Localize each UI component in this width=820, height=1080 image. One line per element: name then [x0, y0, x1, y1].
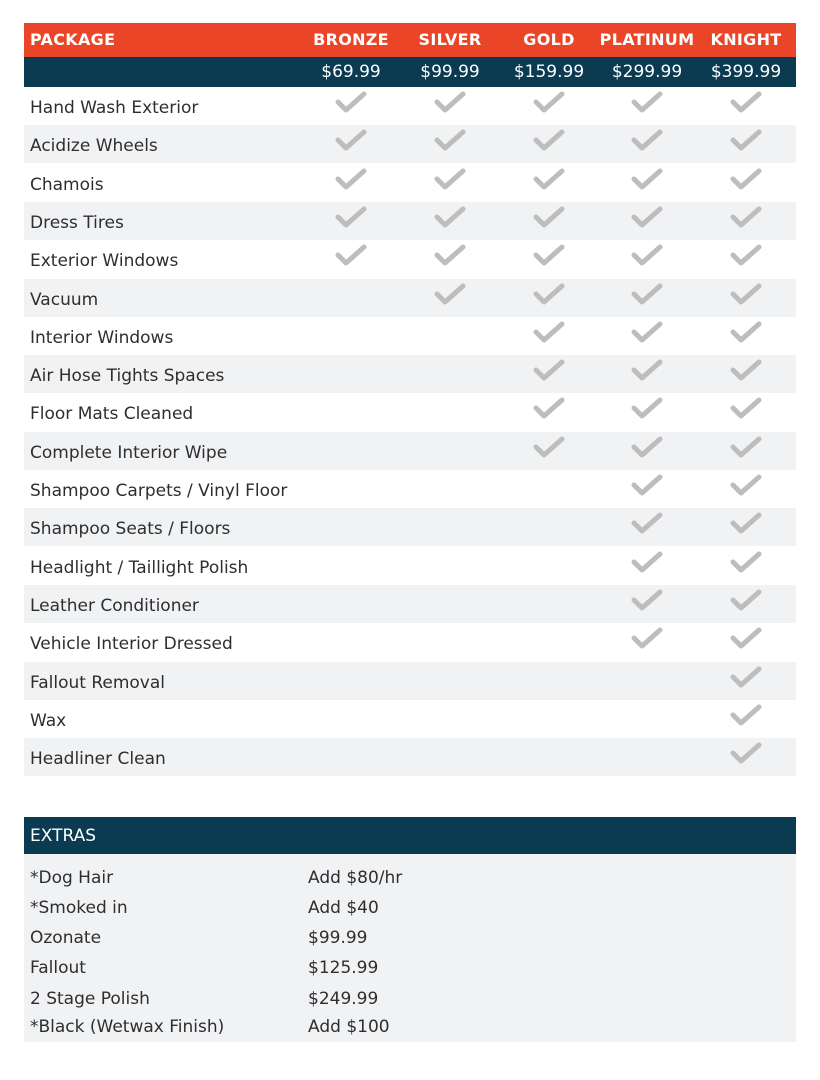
- checkmark-icon: [729, 702, 763, 730]
- checkmark-icon: [532, 89, 566, 117]
- extra-item: [24, 864, 796, 892]
- feature-label: Headlight / Taillight Polish: [30, 557, 249, 578]
- checkmark-icon: [729, 242, 763, 270]
- extra-item-price: $125.99: [308, 958, 379, 978]
- extra-item: [24, 954, 796, 982]
- feature-label: Air Hose Tights Spaces: [30, 366, 225, 387]
- checkmark-icon: [433, 127, 467, 155]
- feature-label: Wax: [30, 710, 67, 731]
- extra-item-price: Add $80/hr: [308, 868, 403, 888]
- feature-label: Shampoo Seats / Floors: [30, 519, 231, 540]
- checkmark-icon: [630, 204, 664, 232]
- checkmark-icon: [729, 89, 763, 117]
- checkmark-icon: [729, 664, 763, 692]
- checkmark-icon: [334, 204, 368, 232]
- checkmark-icon: [532, 127, 566, 155]
- package-price-silver: $99.99: [420, 62, 480, 82]
- extra-item-price: $249.99: [308, 989, 379, 1009]
- feature-row: [24, 738, 796, 776]
- package-price-row: [24, 57, 796, 87]
- checkmark-icon: [630, 434, 664, 462]
- feature-row: [24, 355, 796, 393]
- feature-label: Floor Mats Cleaned: [30, 404, 194, 425]
- checkmark-icon: [532, 242, 566, 270]
- feature-row: [24, 87, 796, 125]
- checkmark-icon: [630, 127, 664, 155]
- checkmark-icon: [729, 434, 763, 462]
- checkmark-icon: [532, 281, 566, 309]
- extra-item-price: Add $100: [308, 1017, 390, 1037]
- package-price-gold: $159.99: [513, 62, 585, 82]
- checkmark-icon: [729, 472, 763, 500]
- extra-item: [24, 924, 796, 952]
- checkmark-icon: [729, 549, 763, 577]
- checkmark-icon: [729, 319, 763, 347]
- checkmark-icon: [729, 127, 763, 155]
- checkmark-icon: [433, 204, 467, 232]
- feature-row: [24, 164, 796, 202]
- checkmark-icon: [532, 319, 566, 347]
- extras-header: [24, 817, 796, 854]
- checkmark-icon: [433, 242, 467, 270]
- checkmark-icon: [729, 625, 763, 653]
- extra-item: [24, 894, 796, 922]
- checkmark-icon: [729, 395, 763, 423]
- package-name-knight: KNIGHT: [710, 30, 782, 49]
- checkmark-icon: [729, 281, 763, 309]
- feature-label: Acidize Wheels: [30, 136, 158, 157]
- checkmark-icon: [630, 510, 664, 538]
- feature-label: Leather Conditioner: [30, 595, 199, 616]
- checkmark-icon: [433, 89, 467, 117]
- checkmark-icon: [729, 587, 763, 615]
- feature-row: [24, 700, 796, 738]
- checkmark-icon: [630, 549, 664, 577]
- checkmark-icon: [630, 166, 664, 194]
- package-price-knight: $399.99: [710, 62, 782, 82]
- extra-item-name: *Dog Hair: [30, 868, 114, 888]
- feature-row: [24, 585, 796, 623]
- feature-label: Complete Interior Wipe: [30, 442, 228, 463]
- feature-row: [24, 202, 796, 240]
- extra-item-price: $99.99: [308, 928, 368, 948]
- feature-label: Fallout Removal: [30, 672, 165, 693]
- checkmark-icon: [532, 357, 566, 385]
- extra-item-name: *Smoked in: [30, 898, 128, 918]
- feature-row: [24, 432, 796, 470]
- feature-row: [24, 662, 796, 700]
- checkmark-icon: [532, 434, 566, 462]
- feature-label: Vehicle Interior Dressed: [30, 634, 233, 655]
- extra-item: [24, 1013, 796, 1041]
- extras-list: [24, 854, 796, 1042]
- checkmark-icon: [729, 510, 763, 538]
- checkmark-icon: [532, 395, 566, 423]
- feature-label: Interior Windows: [30, 327, 174, 348]
- feature-row: [24, 508, 796, 546]
- feature-row: [24, 240, 796, 278]
- extra-item-name: 2 Stage Polish: [30, 989, 150, 1009]
- feature-label: Exterior Windows: [30, 251, 179, 272]
- checkmark-icon: [532, 166, 566, 194]
- feature-row: [24, 279, 796, 317]
- checkmark-icon: [630, 395, 664, 423]
- checkmark-icon: [433, 166, 467, 194]
- feature-row: [24, 623, 796, 661]
- checkmark-icon: [630, 357, 664, 385]
- extras-title: EXTRAS: [30, 826, 97, 846]
- extra-item: [24, 985, 796, 1013]
- feature-row: [24, 393, 796, 431]
- checkmark-icon: [334, 242, 368, 270]
- checkmark-icon: [630, 89, 664, 117]
- package-name-bronze: BRONZE: [313, 30, 389, 49]
- checkmark-icon: [729, 740, 763, 768]
- extra-item-name: Fallout: [30, 958, 86, 978]
- package-column-label: PACKAGE: [30, 30, 116, 49]
- package-name-silver: SILVER: [418, 30, 482, 49]
- checkmark-icon: [334, 166, 368, 194]
- feature-row: [24, 125, 796, 163]
- checkmark-icon: [334, 127, 368, 155]
- checkmark-icon: [334, 89, 368, 117]
- checkmark-icon: [630, 242, 664, 270]
- feature-label: Chamois: [30, 174, 104, 195]
- checkmark-icon: [532, 204, 566, 232]
- extra-item-name: *Black (Wetwax Finish): [30, 1017, 225, 1037]
- extra-item-name: Ozonate: [30, 928, 102, 948]
- feature-label: Shampoo Carpets / Vinyl Floor: [30, 481, 288, 501]
- package-name-platinum: PLATINUM: [599, 30, 695, 49]
- extra-item-price: Add $40: [308, 898, 379, 918]
- checkmark-icon: [630, 319, 664, 347]
- feature-label: Dress Tires: [30, 212, 124, 233]
- checkmark-icon: [630, 625, 664, 653]
- checkmark-icon: [729, 204, 763, 232]
- package-name-gold: GOLD: [523, 30, 575, 49]
- package-header-row: [24, 23, 796, 57]
- feature-label: Headliner Clean: [30, 749, 166, 770]
- checkmark-icon: [630, 281, 664, 309]
- checkmark-icon: [630, 587, 664, 615]
- checkmark-icon: [729, 166, 763, 194]
- feature-row: [24, 470, 796, 508]
- feature-label: Hand Wash Exterior: [30, 98, 199, 118]
- checkmark-icon: [630, 472, 664, 500]
- feature-row: [24, 547, 796, 585]
- feature-row: [24, 317, 796, 355]
- checkmark-icon: [433, 281, 467, 309]
- package-price-platinum: $299.99: [611, 62, 683, 82]
- feature-label: Vacuum: [30, 289, 99, 310]
- package-price-bronze: $69.99: [321, 62, 381, 82]
- checkmark-icon: [729, 357, 763, 385]
